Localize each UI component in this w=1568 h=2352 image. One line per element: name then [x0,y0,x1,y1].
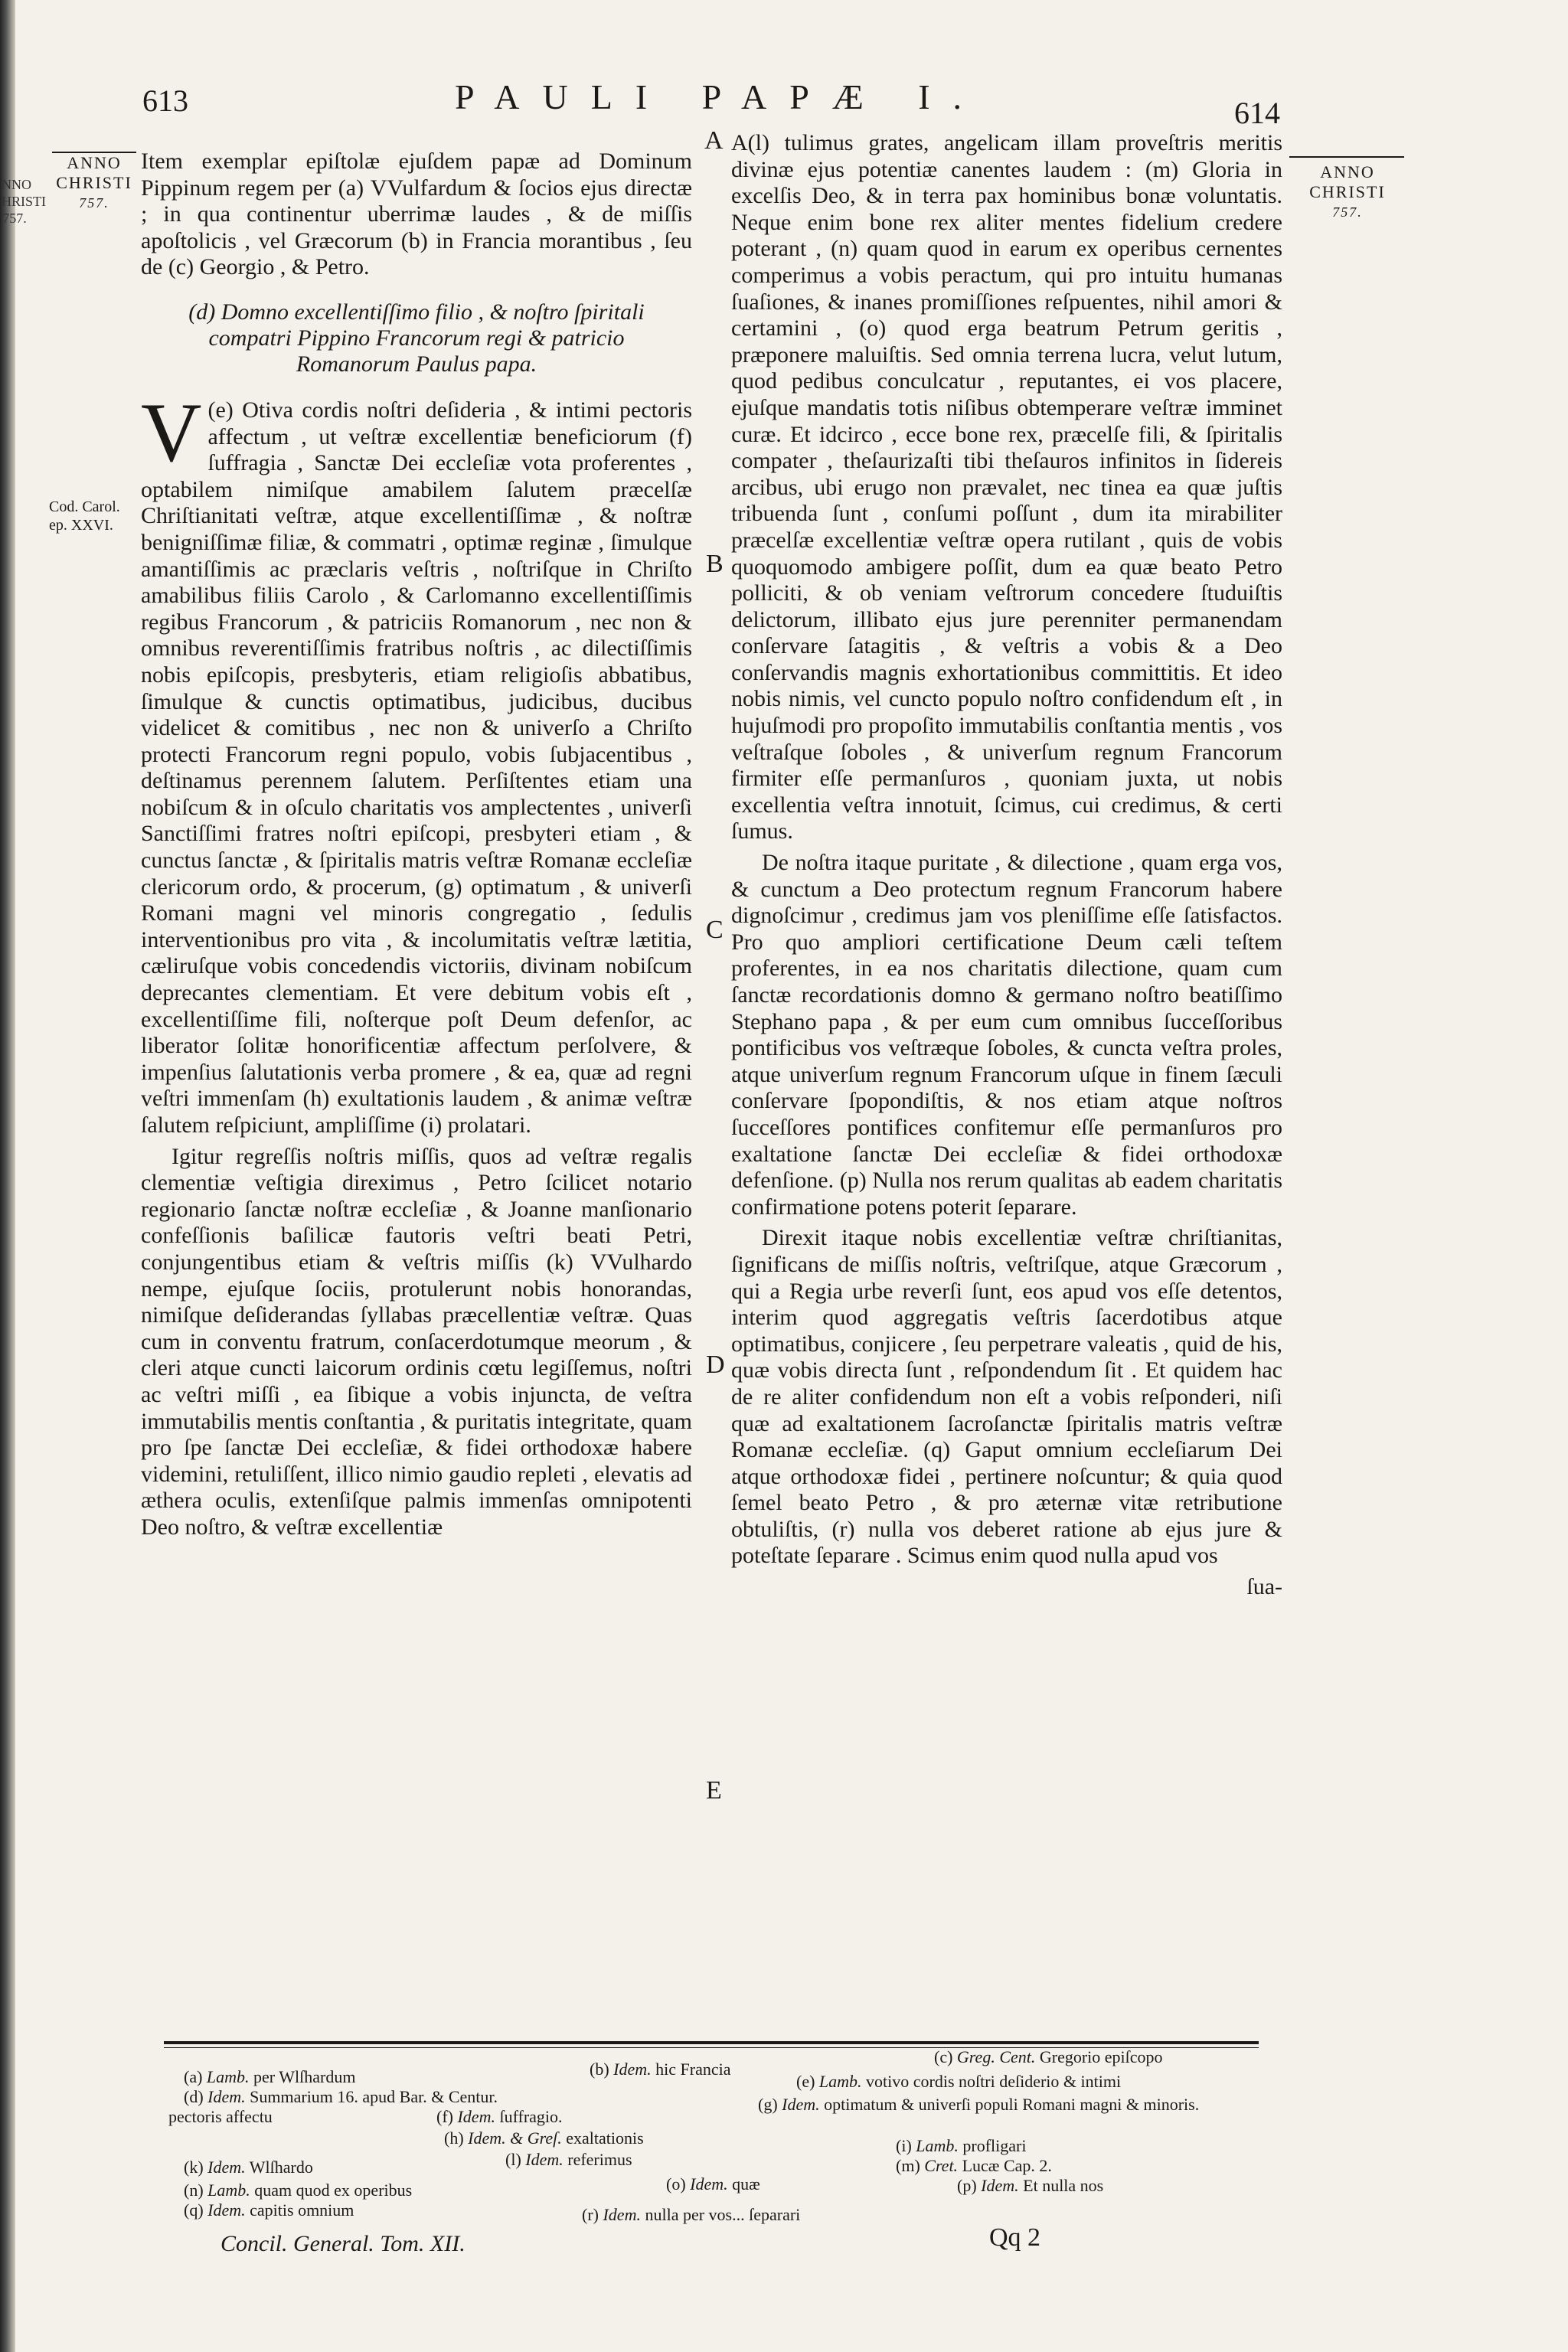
fn-text: votivo cordis noſtri deſiderio & intimi [866,2072,1122,2091]
volume-label: Concil. General. Tom. XII. [220,2231,466,2256]
fn-source: Idem. & Greſ. [468,2128,562,2148]
anno-year: 757. [79,195,109,211]
fn-source: Idem. [207,2200,246,2220]
margin-note-year-left [52,153,136,213]
fn-text: pectoris affectu [168,2107,273,2126]
fn-mark: (k) [184,2158,204,2177]
footnote-h [444,2128,644,2148]
fn-source: Idem. [207,2158,246,2177]
fn-mark: (q) [184,2200,204,2220]
running-title: PAULI PAPÆ I. [454,77,985,116]
footnote-o [666,2174,760,2194]
footnote-c [934,2047,1163,2067]
fn-mark: (r) [582,2205,599,2224]
fn-text: per Wlſhardum [253,2067,356,2086]
fn-mark: (o) [666,2174,686,2194]
fn-text: Summarium 16. apud Bar. & Centur. [250,2087,498,2106]
footnote-g [758,2095,1302,2115]
right-text-column [731,130,1282,1601]
left-text-column [141,149,692,1546]
fn-source: Lamb. [818,2072,862,2091]
fn-mark: (f) [436,2107,453,2126]
anno-label: ANNO CHRISTI [56,153,132,192]
fn-source: Lamb. [916,2136,959,2155]
fn-text: hic Francia [655,2060,731,2079]
fn-source: Idem. [782,2095,820,2114]
letter-paragraph-2: Igitur regreſſis noſtris miſſis, quos ad veſtræ regalis clementiæ veſtigia direximus , Petro ſcilicet notario regionario ſanctæ noſtræ eccleſiæ , & Joanne manſionario confeſſionis baſilicæ fautoris veſtri beati Petri, conjungentibus etiam & veſtris miſſis (k) VVulhardo nempe, ejuſque ſociis, protulerunt nobis honorandas, nimiſque deſiderandas ſyllabas præcellentiæ veſtræ. Quas cum in conventu fratrum, conſacerdotumque meorum , & cleri atque cuncti laicorum ordinis cœtu legiſſemus, noſtri ac veſtri miſſi , ea ſibique a vobis injuncta, de veſtra immutabilis mentis conſtantia , & puritatis integritate, quam pro ſpe ſanctæ Dei eccleſiæ, & fidei orthodoxæ habere videmini, retuliſſent, illico nimio gaudio repleti , elevatis ad æthera oculis, extenſiſque palmis immenſas omnipotenti Deo noſtro, & veſtræ excellentiæ [141,1143,692,1540]
fn-source: Idem. [981,2176,1019,2195]
fn-source: Idem. [207,2087,246,2106]
fn-mark: (e) [796,2072,815,2091]
footnote-l [505,2150,632,2170]
fn-source: Idem. [603,2205,641,2224]
fn-mark: (a) [184,2067,203,2086]
fn-text: ſuffragio. [499,2107,563,2126]
section-letter-b: B [706,550,724,578]
book-gutter-shadow [0,0,15,2352]
fn-source: Idem. [690,2174,728,2194]
footnote-marker: (e) [207,397,234,423]
fn-mark: (h) [444,2128,464,2148]
letter-paragraph-1 [141,385,692,1139]
fn-text: quam quod ex operibus [254,2180,413,2200]
gutter-margin-note: NNO HRISTI 757. [2,177,46,226]
fn-text: referimus [567,2150,632,2169]
fn-source: Lamb. [206,2067,250,2086]
footnote-e [796,2072,1121,2092]
fn-text: Gregorio epiſcopo [1039,2047,1163,2066]
fn-mark: (i) [896,2136,912,2155]
fn-mark: (d) [184,2087,204,2106]
footnote-b [590,2060,731,2079]
letter-paragraph-4: De noſtra itaque puritate , & dilectione , quam erga vos, & cunctum a Deo protectum regnum Francorum habere dignoſcimur , credimus jam vos pleniſſime eſſe ſatisfactos. Pro quo ampliori certificatione Deum cæli teſtem proferentes, in ea nos charitatis dilectione, quam cum ſanctæ recordationis domno & germano noſtro beatiſſimo Stephano papa , & per eum cum omnibus ſucceſſoribus pontificibus vos veſtræque ſoboles, & cuncta veſtra proles, atque univerſum regnum Francorum uſque in finem ſæculi conſervare ſpopondiſtis, & nos etiam atque noſtros ſucceſſores pontifices confitemur eſſe permanſuros pro exaltatione ſanctæ Dei eccleſiæ & fidei orthodoxæ defenſione. (p) Nulla nos rerum qualitas ab eadem charitatis confirmatione potens poterit ſeparare. [731,850,1282,1220]
footnote-a [184,2067,355,2087]
signature-mark: Qq 2 [989,2223,1041,2252]
anno-label: ANNO CHRISTI [1309,162,1386,201]
fn-text: Lucæ Cap. 2. [962,2156,1052,2175]
section-letter-d: D [706,1351,725,1379]
margin-note-year-right [1294,162,1401,222]
fn-mark: (n) [184,2180,204,2200]
footnote-p [957,2176,1103,2196]
fn-source: Idem. [457,2107,495,2126]
footnote-f [436,2107,563,2127]
fn-text: capitis omnium [250,2200,354,2220]
fn-mark: (c) [934,2047,953,2066]
footnote-e-continued [168,2107,273,2127]
fn-mark: (m) [896,2156,920,2175]
fn-mark: (g) [758,2095,778,2114]
drop-cap: V [141,385,202,479]
footnote-m [896,2156,1052,2176]
fn-source: Greg. Cent. [956,2047,1036,2066]
footnote-r [582,2205,800,2225]
anno-rule-left [52,152,136,153]
fn-mark: (p) [957,2176,977,2195]
fn-source: Cret. [924,2156,959,2175]
footnote-i [896,2136,1026,2156]
fn-mark: (b) [590,2060,609,2079]
fn-text: nulla per vos... ſeparari [645,2205,801,2224]
footnote-d [184,2087,498,2107]
paragraph-text: Otiva cordis noſtri deſideria , & intimi pectoris affectum , ut veſtræ excellentiæ beneficiorum (f) ſuffragia , Sanctæ Dei eccleſiæ vota proferentes , optabilem nimiſque amabilem ſalutem præcelſæ Chriſtianitati veſtræ, atque excellentiſſimæ , & noſtræ benigniſſimæ filiæ, & commatri , optimæ reginæ , ſimulque amantiſſimis ac præclaris veſtris , noſtriſque in Chriſto amabilibus filiis Carolo , & Carlomanno excellentiſſimis regibus Francorum , & patriciis Romanorum , nec non & omnibus reverentiſſimis fratribus noſtris , ac dilectiſſimis nobis epiſcopis, presbyteris, etiam religioſis abbatibus, ſimulque & cunctis optimatibus, judicibus, ducibus videlicet & comitibus , nec non & univerſo a Chriſto protecti Francorum regni populo, vobis ſubjacentibus , deſtinamus perennem ſalutem. Perſiſtentes etiam una nobiſcum & in oſculo charitatis vos amplectentes , univerſi Sanctiſſimi fratres noſtri epiſcopi, presbyteri etiam , & cunctus ſanctæ , & ſpiritalis matris veſtræ Romanæ eccleſiæ clericorum ordo, & procerum, (g) optimatum , & univerſi Romani magni vel minoris congregatio , ſedulis interventionibus pro vita , & incolumitatis veſtræ lætitia, cæliruſque vobis concedendis victoriis, divinam nobiſcum deprecantes clementiam. Et vere debitum vobis eſt , excellentiſſime fili, noſterque poſt Deum defenſor, ac liberator ſolitæ honorificentiæ affectum perſolvere, & impenſius ſalutationis verba promere , & ea, quæ ad regni veſtri immenſam (h) exultationis laudem , & animæ veſtræ ſalutem reſpiciunt, ampliſſime (i) prolatari. [141,397,692,1138]
footnote-q [184,2200,354,2220]
footnote-k [184,2158,313,2177]
letter-address: (d) Domno excellentiſſimo filio , & noſtro ſpiritali compatri Pippino Francorum regi & patricio Romanorum Paulus papa. [188,299,645,377]
section-letter-a: A [704,126,724,155]
page-number-right: 614 [1234,96,1280,130]
fn-source: Idem. [525,2150,564,2169]
letter-paragraph-5: Direxit itaque nobis excellentiæ veſtræ chriſtianitas, ſignificans de miſſis noſtris, veſtriſque, atque Græcorum , qui a Regia urbe reverſi ſunt, eos apud vos eſſe detentos, interim quod aggregatis veſtris ſacerdotibus atque optimatibus, conjicere , ſeu perpetrare valeatis , quid de his, quæ vobis directa ſunt , reſpondendum ſit . Et quidem hac de re aliter confidendum non eſt a vobis reſponderi, niſi quæ ad exaltationem ſacroſanctæ ſpiritalis matris veſtræ Romanæ eccleſiæ. (q) Gaput omnium eccleſiarum Dei atque orthodoxæ fidei , pertinere noſcuntur; & quia quod ſemel beato Petro , & pro æternæ vitæ retributione obtuliſtis, (r) nulla vos deberet ratione ab ejus jure & poteſtate ſeparare . Scimus enim quod nulla apud vos [731,1225,1282,1569]
codex-reference-note: Cod. Carol. ep. XXVI. [49,498,120,534]
letter-heading: Item exemplar epiſtolæ ejuſdem papæ ad Dominum Pippinum regem per (a) VVulfardum & ſocios ejus directæ ; in qua continentur uberrimæ laudes , & de miſſis apoſtolicis , vel Græcorum (b) in Francia morantibus , ſeu de (c) Georgio , & Petro. [141,149,692,280]
section-letter-e: E [706,1776,722,1805]
page-number-left: 613 [142,83,188,118]
fn-text: quæ [732,2174,760,2194]
fn-source: Idem. [613,2060,652,2079]
anno-year: 757. [1332,204,1363,220]
fn-source: Lamb. [207,2180,250,2200]
fn-text: Wlſhardo [249,2158,313,2177]
anno-rule-right [1289,156,1404,158]
fn-text: Et nulla nos [1023,2176,1104,2195]
footnote-n [184,2180,412,2200]
fn-mark: (l) [505,2150,521,2169]
fn-text: optimatum & univerſi populi Romani magni & minoris. [824,2095,1200,2114]
section-letter-c: C [706,916,724,944]
page-header [0,77,1568,130]
fn-text: profligari [962,2136,1027,2155]
fn-text: exaltationis [566,2128,644,2148]
letter-paragraph-3: A(l) tulimus grates, angelicam illam proveſtris meritis divinæ ejus potentiæ canentes laudem : (m) Gloria in excelſis Deo, & in terra pax hominibus bonæ voluntatis. Neque enim bone rex aliter mentes fidelium credere poterant , (n) quam quod in earum ex operibus cernentes comperimus a vobis peractum, qui pro intuitu humanas ſuaſiones, & inanes promiſſiones reſpuentes, nihil amori & certamini , (o) quod erga beatrum Petrum geritis , præponere maluiſtis. Sed omnia terrena lucra, velut lutum, quod pedibus conculcatur , reputantes, ei vos placere, ejuſque mandatis totis niſibus obtemperare veſtræ imminet curæ. Et idcirco , ecce bone rex, præcelſe fili, & ſpiritalis compater , theſaurizaſti tibi theſauros infinitos in ſidereis arcibus, ubi erugo non prævalet, nec tinea ea quæ juſtis tribuenda ſunt , conſumi poſſunt , dum ita mirabiliter præcelſæ excellentiæ veſtræ opera rutilant , quis de vobis quoquomodo ambigere poſſit, dum ea quæ beato Petro polliciti, & ob veniam veſtrorum concedere ſtuduiſtis delictorum, illibato ejus jure perenniter permanendam conſervare ſatagitis , & veſtris a vobis & a Deo conſervandis magnis exhortationibus committitis. Et ideo nobis nimis, vel cuncto populo noſtro confidendum eſt , in hujuſmodi pro propoſito immutabilis conſtantia mentis , vos veſtraſque ſoboles , & univerſum regnum Francorum firmiter eſſe permanſuros , quoniam juxta, ut nobis excellentia veſtra innotuit, ſcimus, cui credimus, & certi ſumus. [731,130,1282,844]
footnote-rule [164,2041,1259,2044]
catchword: ſua- [1246,1574,1282,1600]
